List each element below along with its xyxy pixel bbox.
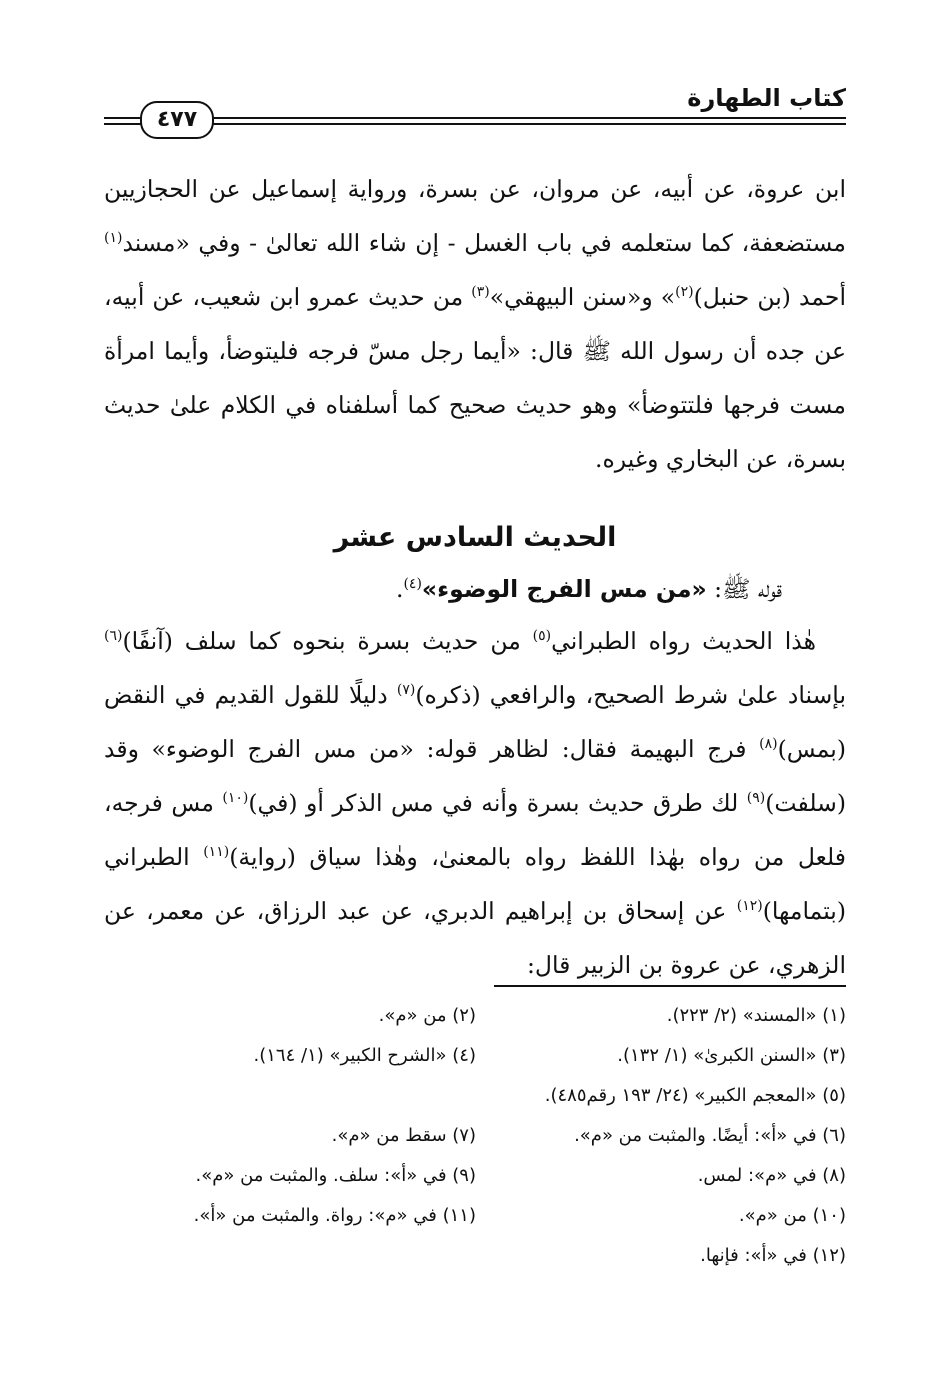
header-rule-line-bottom xyxy=(104,123,846,125)
section-heading: الحديث السادس عشر xyxy=(333,522,617,553)
footnote-ref-11: (١١) xyxy=(203,844,230,860)
running-title: كتاب الطهارة xyxy=(687,84,846,112)
main-text xyxy=(104,162,846,992)
quote-text: «من مس الفرج الوضوء» xyxy=(421,575,707,603)
header-rule-line-top xyxy=(104,117,846,119)
footnote-4: (٤) «الشرح الكبير» (١/ ١٦٤). xyxy=(253,1045,476,1066)
page-number: ٤٧٧ xyxy=(140,101,214,139)
footnote-ref-2: (٢) xyxy=(675,284,694,300)
footnote-2: (٢) من «م». xyxy=(378,1005,476,1026)
footnote-10: (١٠) من «م». xyxy=(738,1205,846,1226)
quote-end: . xyxy=(395,575,404,603)
footnote-7: (٧) سقط من «م». xyxy=(331,1125,476,1146)
footnote-ref-12: (١٢) xyxy=(736,898,763,914)
footnote-ref-4: (٤) xyxy=(403,576,422,592)
footnote-ref-7: (٧) xyxy=(396,682,416,698)
paragraph-1-text-4: من حديث عمرو ابن شعيب، عن أبيه، عن جده أن رسول الله ﷺ قال: «أيما رجل مسّ فرجه فليتوضأ، وأيما امرأة مست فرجها فلتتوضأ» وهو حديث صحيح كما أسلفناه في الكلام علىٰ حديث بسرة، عن البخاري وغيره. xyxy=(104,283,846,473)
paragraph-1 xyxy=(104,162,846,486)
footnote-12: (١٢) في «أ»: فإنها. xyxy=(700,1245,846,1266)
hadith-quote xyxy=(104,564,846,614)
paragraph-2-text-3: بإسناد علىٰ شرط الصحيح، والرافعي (ذكره) xyxy=(415,681,846,709)
paragraph-2-text-8: الطبراني (بتمامها) xyxy=(104,843,846,925)
footnote-ref-1: (١) xyxy=(104,230,123,246)
paragraph-1-text-2: أحمد (بن حنبل) xyxy=(693,283,846,311)
footnote-9: (٩) في «أ»: سلف. والمثبت من «م». xyxy=(195,1165,476,1186)
paragraph-1-text: ابن عروة، عن أبيه، عن مروان، عن بسرة، ورواية إسماعيل عن الحجازيين مستضعفة، كما ستعلمه في باب الغسل - إن شاء الله تعالىٰ - وفي «مسند xyxy=(104,175,846,257)
footnote-6: (٦) في «أ»: أيضًا. والمثبت من «م». xyxy=(574,1125,846,1146)
footnote-row xyxy=(104,996,846,1036)
paragraph-2-text-1: هٰذا الحديث رواه الطبراني xyxy=(551,627,817,655)
header-rule xyxy=(104,117,846,126)
footnote-ref-9: (٩) xyxy=(746,790,766,806)
footnote-row xyxy=(104,1156,846,1196)
footnote-3: (٣) «السنن الكبرىٰ» (١/ ١٣٢). xyxy=(617,1045,846,1066)
paragraph-2-text-4: دليلًا للقول القديم في النقض (بمس) xyxy=(104,681,846,763)
footnote-ref-8: (٨) xyxy=(759,736,778,752)
paragraph-2-text-9: عن إسحاق بن إبراهيم الدبري، عن عبد الرزاق، عن معمر، عن الزهري، عن عروة بن الزبير قال: xyxy=(104,897,846,979)
paragraph-2-text-5: فرج البهيمة فقال: لظاهر قوله: «من مس الفرج الوضوء» وقد (سلفت) xyxy=(104,735,846,817)
paragraph-2-text-2: من حديث بسرة بنحوه كما سلف (آنفًا) xyxy=(122,627,533,655)
footnote-row xyxy=(104,1196,846,1236)
footnote-row xyxy=(104,1116,846,1156)
paragraph-2-text-6: لك طرق حديث بسرة وأنه في مس الذكر أو (في) xyxy=(248,789,747,817)
paragraph-1-text-3: » و«سنن البيهقي» xyxy=(489,283,676,311)
footnote-11: (١١) في «م»: رواة. والمثبت من «أ». xyxy=(193,1205,476,1226)
footnote-5: (٥) «المعجم الكبير» (٢٤/ ١٩٣ رقم٤٨٥). xyxy=(544,1085,846,1106)
footnote-ref-6: (٦) xyxy=(104,628,123,644)
footnote-ref-3: (٣) xyxy=(471,284,490,300)
paragraph-2 xyxy=(104,614,846,992)
paragraph-2-text-7: مس فرجه، فلعل من رواه بهٰذا اللفظ رواه بالمعنىٰ، وهٰذا سياق (رواية) xyxy=(104,789,846,871)
footnote-ref-10: (١٠) xyxy=(222,790,249,806)
footnote-1: (١) «المسند» (٢/ ٢٢٣). xyxy=(666,1005,846,1026)
footnotes xyxy=(104,996,846,1276)
quote-prefix: قوله ﷺ: xyxy=(706,575,782,603)
footnote-8: (٨) في «م»: لمس. xyxy=(697,1165,846,1186)
footnote-row xyxy=(104,1036,846,1076)
footnote-separator xyxy=(494,985,846,987)
footnote-ref-5: (٥) xyxy=(532,628,552,644)
